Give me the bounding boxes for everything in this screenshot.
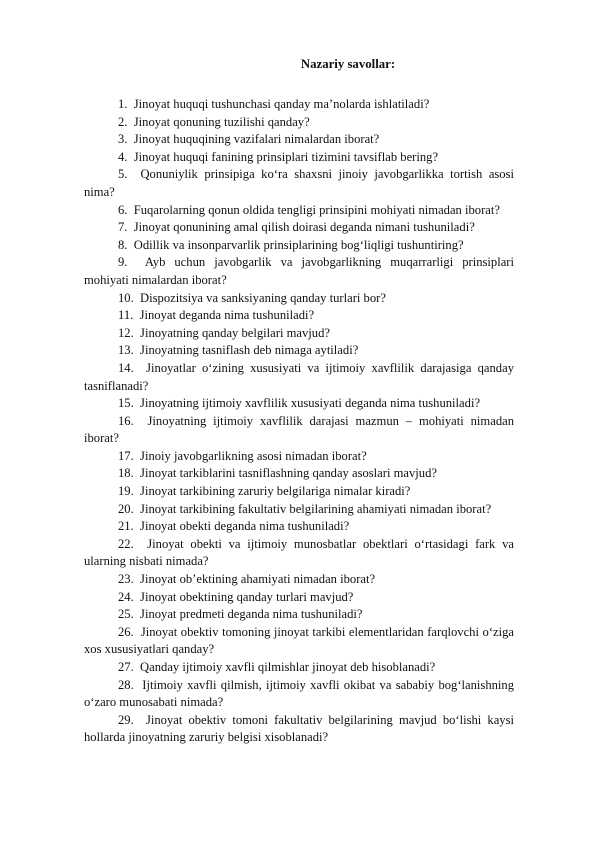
question-number: 22. bbox=[118, 536, 134, 551]
question-item bbox=[84, 307, 514, 325]
question-text: Jinoyatning qanday belgilari mavjud? bbox=[140, 325, 330, 340]
question-item bbox=[84, 149, 514, 167]
question-text: Qanday ijtimoiy xavfli qilmishlar jinoyat deb hisoblanadi? bbox=[140, 660, 436, 674]
question-item bbox=[84, 254, 514, 289]
question-text: Jinoyatning tasniflash deb nimaga aytiladi? bbox=[140, 343, 359, 358]
question-number: 11. bbox=[118, 308, 134, 323]
question-text: Jinoyat obektiv tomoning jinoyat tarkibi elementlaridan farqlovchi o‘ziga xos xususiyatlari qanday? bbox=[84, 624, 514, 657]
question-item bbox=[84, 483, 514, 501]
question-text: Fuqarolarning qonun oldida tengligi prinsipini mohiyati nimadan iborat? bbox=[133, 202, 500, 217]
question-number: 23. bbox=[118, 572, 134, 587]
question-text: Jinoyatlar o‘zining xususiyati va ijtimoiy xavflilik darajasiga qanday tasniflanadi? bbox=[84, 360, 514, 393]
question-number: 27. bbox=[118, 660, 134, 674]
question-item bbox=[84, 237, 514, 255]
question-item bbox=[84, 166, 514, 201]
question-text: Jinoyat huquqining vazifalari nimalardan iborat? bbox=[133, 132, 380, 147]
question-text: Jinoyat tarkiblarini tasniflashning qanday asoslari mavjud? bbox=[140, 466, 437, 481]
question-item bbox=[84, 413, 514, 448]
question-number: 10. bbox=[118, 290, 134, 305]
question-text: Jinoyatning ijtimoiy xavflilik darajasi mazmun – mohiyati nimadan iborat? bbox=[84, 413, 515, 446]
question-number: 9. bbox=[118, 255, 128, 270]
question-text: Jinoyat huquqi fanining prinsiplari tizimini tavsiflab bering? bbox=[133, 149, 439, 164]
question-text: Jinoyat qonunining amal qilish doirasi deganda nimani tushuniladi? bbox=[133, 220, 475, 235]
question-item bbox=[84, 342, 514, 360]
question-text: Jinoyat obekti deganda nima tushuniladi? bbox=[140, 519, 350, 534]
question-number: 25. bbox=[118, 607, 134, 622]
question-number: 7. bbox=[118, 220, 128, 235]
question-text: Jinoyat obektiv tomoni fakultativ belgilarining mavjud bo‘lishi kaysi hollarda jinoyatning zaruriy belgisi xisoblanadi? bbox=[84, 712, 514, 745]
page-title: Nazariy savollar: bbox=[300, 57, 396, 71]
question-item bbox=[84, 571, 514, 589]
question-item bbox=[84, 659, 514, 677]
question-list bbox=[84, 96, 514, 747]
question-number: 5. bbox=[118, 167, 128, 182]
question-item bbox=[84, 114, 514, 132]
question-item bbox=[84, 325, 514, 343]
question-text: Jinoyat obektining qanday turlari mavjud? bbox=[140, 589, 354, 604]
question-number: 12. bbox=[118, 325, 134, 340]
question-number: 1. bbox=[118, 97, 128, 111]
question-number: 3. bbox=[118, 132, 128, 147]
question-number: 14. bbox=[118, 360, 134, 375]
question-item bbox=[84, 501, 514, 519]
question-number: 21. bbox=[118, 519, 134, 534]
question-number: 13. bbox=[118, 343, 134, 358]
question-item bbox=[84, 677, 514, 712]
question-item bbox=[84, 96, 514, 114]
question-item bbox=[84, 448, 514, 466]
question-text: Ijtimoiy xavfli qilmish, ijtimoiy xavfli okibat va sababiy bog‘lanishning o‘zaro munosabati nimada? bbox=[84, 677, 515, 710]
question-text: Jinoyat predmeti deganda nima tushuniladi? bbox=[140, 607, 363, 622]
question-text: Ayb uchun javobgarlik va javobgarlikning muqarrarligi prinsiplari mohiyati nimalardan iborat? bbox=[84, 255, 514, 287]
question-number: 24. bbox=[118, 589, 134, 604]
question-number: 29. bbox=[118, 712, 134, 727]
question-item bbox=[84, 518, 514, 536]
question-number: 16. bbox=[118, 413, 134, 428]
question-number: 20. bbox=[118, 501, 134, 516]
question-text: Odillik va insonparvarlik prinsiplarining bog‘liqligi tushuntiring? bbox=[133, 237, 464, 252]
question-number: 17. bbox=[118, 448, 134, 463]
question-item bbox=[84, 360, 514, 395]
question-number: 4. bbox=[118, 149, 128, 164]
question-item bbox=[84, 589, 514, 607]
question-item bbox=[84, 202, 514, 220]
question-item bbox=[84, 290, 514, 308]
question-text: Dispozitsiya va sanksiyaning qanday turlari bor? bbox=[140, 290, 386, 305]
question-number: 15. bbox=[118, 396, 134, 411]
question-number: 26. bbox=[118, 624, 134, 639]
question-text: Jinoyat qonuning tuzilishi qanday? bbox=[133, 114, 310, 129]
question-item bbox=[84, 624, 514, 659]
question-number: 6. bbox=[118, 202, 128, 217]
question-item bbox=[84, 219, 514, 237]
question-number: 2. bbox=[118, 114, 128, 129]
question-number: 28. bbox=[118, 677, 134, 692]
question-item bbox=[84, 131, 514, 149]
question-text: Jinoyat deganda nima tushuniladi? bbox=[139, 308, 315, 323]
question-text: Jinoyat tarkibining zaruriy belgilariga nimalar kiradi? bbox=[140, 484, 411, 499]
question-text: Jinoyat tarkibining fakultativ belgilarining ahamiyati nimadan iborat? bbox=[140, 501, 492, 516]
question-text: Jinoyat ob’ektining ahamiyati nimadan iborat? bbox=[140, 572, 376, 587]
question-item bbox=[84, 712, 514, 747]
question-text: Qonuniylik prinsipiga ko‘ra shaxsni jinoiy javobgarlikka tortish asosi nima? bbox=[84, 167, 515, 199]
question-text: Jinoyatning ijtimoiy xavflilik xususiyati deganda nima tushuniladi? bbox=[140, 396, 481, 411]
question-text: Jinoyat huquqi tushunchasi qanday ma’nolarda ishlatiladi? bbox=[133, 97, 430, 111]
question-number: 19. bbox=[118, 484, 134, 499]
question-item bbox=[84, 536, 514, 571]
question-item bbox=[84, 606, 514, 624]
question-text: Jinoyat obekti va ijtimoiy munosbatlar obektlari o‘rtasidagi fark va ularning nisbati nimada? bbox=[84, 536, 514, 569]
question-number: 18. bbox=[118, 466, 134, 481]
question-item bbox=[84, 395, 514, 413]
question-item bbox=[84, 465, 514, 483]
question-number: 8. bbox=[118, 237, 128, 252]
question-text: Jinoiy javobgarlikning asosi nimadan iborat? bbox=[140, 448, 367, 463]
